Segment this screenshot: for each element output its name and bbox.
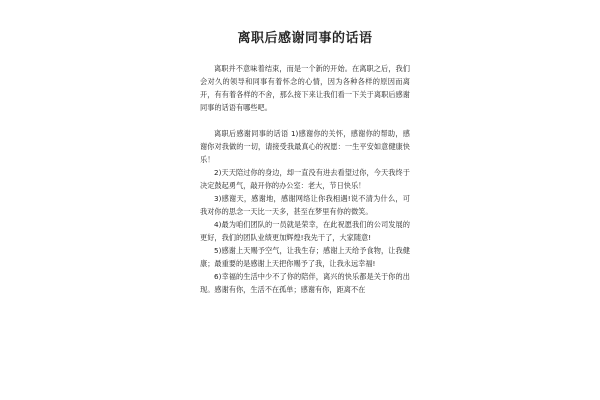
paragraph-gap	[200, 114, 410, 127]
paragraph-4: 4)最为咱们团队的一员就是荣幸，在此祝愿我们的公司发展的更好，我们的团队业绩更加辉煌!我先干了，大家随意!	[200, 220, 410, 242]
paragraph-1: 离职后感谢同事的话语 1)感谢你的关怀，感谢你的帮助，感谢你对我做的一切，请接受我最真心的祝愿：一生平安如意健康快乐！	[200, 129, 410, 164]
paragraph-3: 3)感谢天，感谢地，感谢网络让你我相遇!说不清为什么，可我对你的思念一天比一天多，甚至在梦里有你的微笑。	[200, 194, 410, 216]
paragraph-2: 2)天天陪过你的身边，却一直没有进去看望过你，今天我终于决定鼓起勇气，敲开你的办公室：老大，节日快乐！	[200, 168, 410, 190]
document-title: 离职后感谢同事的话语	[237, 31, 373, 46]
paragraph-5: 5)感谢上天赐予空气，让我生存；感谢上天给予食物，让我健康；最重要的是感谢上天把你赐予了我，让我永远幸福!	[200, 246, 410, 268]
paragraph-6: 6)幸福的生活中少不了你的陪伴，离兴的快乐都是关于你的出现。感谢有你，生活不在孤单；感谢有你，距离不在	[200, 272, 410, 294]
document-body	[200, 30, 410, 296]
intro-paragraph: 离职并不意味着结束，而是一个新的开始。在离职之后，我们会对久的领导和同事有着怀念的心情，因为各种各样的原因而离开，有有着各样的不舍，那么接下来让我们看一下关于离职后感谢同事的话语有哪些吧。	[200, 64, 410, 112]
